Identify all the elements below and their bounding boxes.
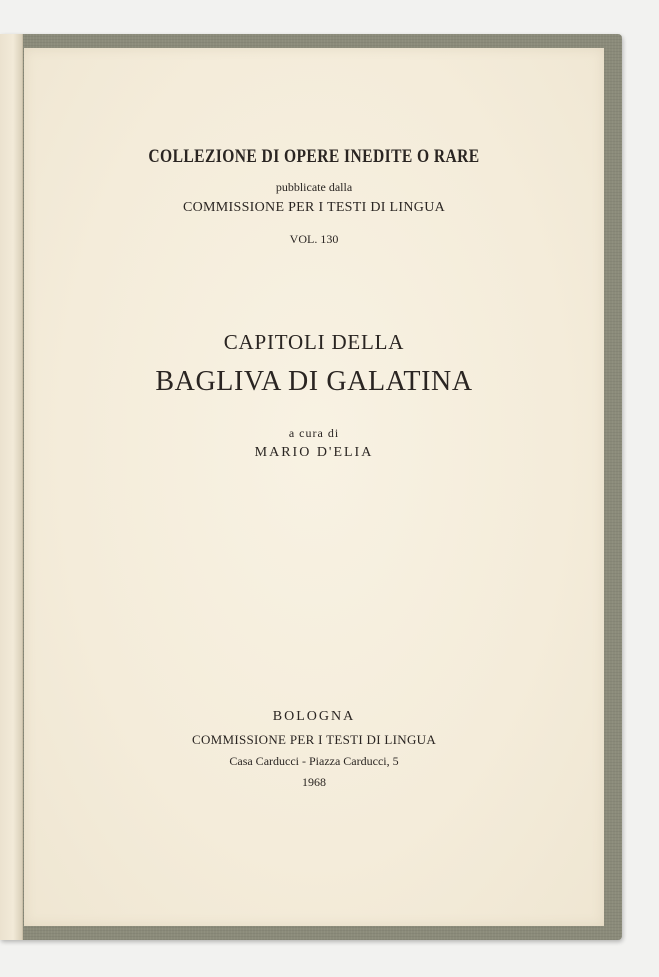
title-page [24, 48, 604, 926]
series-title: COLLEZIONE DI OPERE INEDITE O RARE [148, 146, 480, 167]
imprint-year: 1968 [302, 775, 326, 789]
work-title-line1: CAPITOLI DELLA [223, 330, 405, 354]
editor-name: MARIO D'ELIA [254, 445, 374, 460]
series-commission: COMMISSIONE PER I TESTI DI LINGUA [182, 200, 446, 215]
published-by-prefix: pubblicate dalla [275, 180, 353, 194]
volume-number: VOL. 130 [289, 232, 339, 246]
imprint-publisher: COMMISSIONE PER I TESTI DI LINGUA [191, 732, 437, 747]
imprint-city: BOLOGNA [272, 709, 356, 724]
editor-prefix: a cura di [288, 426, 340, 440]
work-title-line2: BAGLIVA DI GALATINA [155, 366, 473, 397]
imprint-address: Casa Carducci - Piazza Carducci, 5 [229, 754, 399, 768]
page-edge-left [0, 34, 23, 940]
